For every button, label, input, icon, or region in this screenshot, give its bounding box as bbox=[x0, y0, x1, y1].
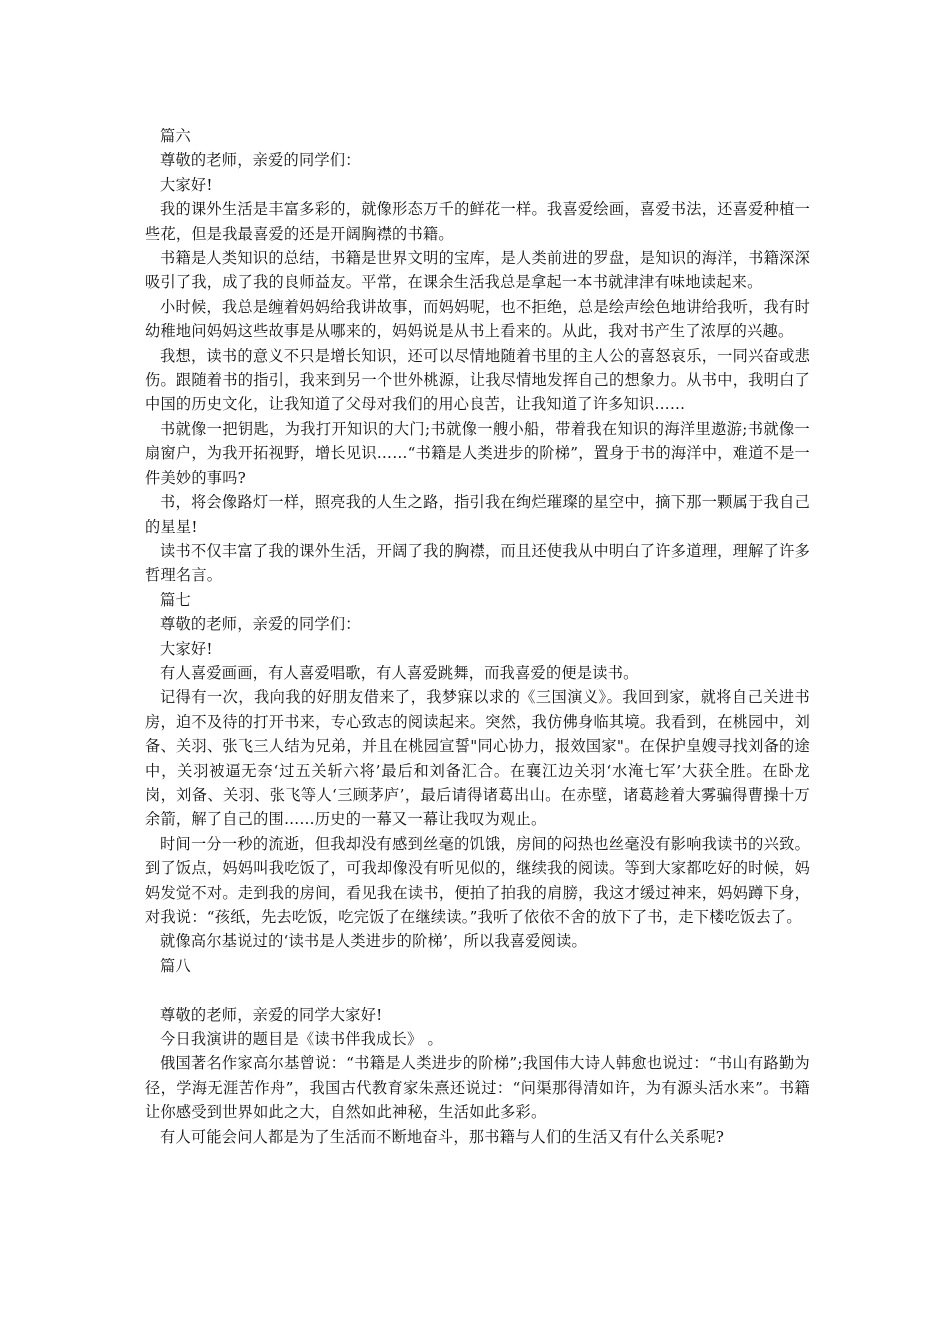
paragraph: 书就像一把钥匙，为我打开知识的大门;书就像一艘小船，带着我在知识的海洋里遨游;书就像一扇窗户，为我开拓视野，增长见识……“书籍是人类进步的阶梯”，置身于书的海洋中，难道不是一件美妙的事吗? bbox=[145, 419, 810, 487]
paragraph: 书，将会像路灯一样，照亮我的人生之路，指引我在绚烂璀璨的星空中，摘下那一颗属于我自己的星星! bbox=[145, 493, 810, 536]
paragraph: 记得有一次，我向我的好朋友借来了，我梦寐以求的《三国演义》。我回到家，就将自己关进书房，迫不及待的打开书来，专心致志的阅读起来。突然，我仿佛身临其境。我看到，在桃园中，刘备、关羽、张飞三人结为兄弟，并且在桃园宣誓"同心协力，报效国家"。在保护皇嫂寻找刘备的途中，关羽被逼无奈‘过五关斩六将’最后和刘备汇合。在襄江边关羽‘水淹七军’大获全胜。在卧龙岗，刘备、关羽、张飞等人‘三顾茅庐’，最后请得诸葛出山。在赤壁，诸葛趁着大雾骗得曹操十万余箭，解了自己的围……历史的一幕又一幕让我叹为观止。 bbox=[145, 688, 810, 829]
section-seven bbox=[145, 588, 810, 954]
greeting: 大家好! bbox=[160, 175, 213, 194]
paragraph: 书籍是人类知识的总结，书籍是世界文明的宝库，是人类前进的罗盘，是知识的海洋，书籍深深吸引了我，成了我的良师益友。平常，在课余生活我总是拿起一本书就津津有味地读起来。 bbox=[145, 249, 810, 292]
paragraph: 小时候，我总是缠着妈妈给我讲故事，而妈妈呢，也不拒绝，总是绘声绘色地讲给我听，我有时幼稚地问妈妈这些故事是从哪来的，妈妈说是从书上看来的。从此，我对书产生了浓厚的兴趣。 bbox=[145, 297, 810, 341]
section-six bbox=[145, 124, 810, 588]
paragraph: 今日我演讲的题目是《读书伴我成长》 。 bbox=[160, 1030, 443, 1049]
paragraph: 读书不仅丰富了我的课外生活，开阔了我的胸襟，而且还使我从中明白了许多道理，理解了许多哲理名言。 bbox=[145, 541, 810, 585]
section-heading: 篇七 bbox=[160, 590, 191, 609]
document-body bbox=[145, 124, 810, 1149]
paragraph: 我的课外生活是丰富多彩的，就像形态万千的鲜花一样。我喜爱绘画，喜爱书法，还喜爱种植一些花，但是我最喜爱的还是开阔胸襟的书籍。 bbox=[145, 200, 810, 243]
paragraph: 时间一分一秒的流逝，但我却没有感到丝毫的饥饿，房间的闷热也丝毫没有影响我读书的兴致。到了饭点，妈妈叫我吃饭了，可我却像没有听见似的，继续我的阅读。等到大家都吃好的时候，妈妈发觉不对。走到我的房间，看见我在读书，便拍了拍我的肩膀，我这才缓过神来，妈妈蹲下身，对我说：“孩纸，先去吃饭，吃完饭了在继续读。”我听了依依不舍的放下了书，走下楼吃饭去了。 bbox=[145, 834, 810, 926]
paragraph: 俄国著名作家高尔基曾说：“书籍是人类进步的阶梯”;我国伟大诗人韩愈也说过：“书山有路勤为径，学海无涯苦作舟”，我国古代教育家朱熹还说过：“问渠那得清如许，为有源头活水来”。书籍让你感受到世界如此之大，自然如此神秘，生活如此多彩。 bbox=[145, 1054, 810, 1122]
paragraph: 有人喜爱画画，有人喜爱唱歌，有人喜爱跳舞，而我喜爱的便是读书。 bbox=[160, 663, 639, 682]
section-heading: 篇八 bbox=[160, 956, 191, 975]
section-eight bbox=[145, 954, 810, 1149]
salutation: 尊敬的老师，亲爱的同学们： bbox=[160, 151, 361, 170]
paragraph: 我想，读书的意义不只是增长知识，还可以尽情地随着书里的主人公的喜怒哀乐，一同兴奋或悲伤。跟随着书的指引，我来到另一个世外桃源，让我尽情地发挥自己的想象力。从书中，我明白了中国的历史文化，让我知道了父母对我们的用心良苦，让我知道了许多知识…… bbox=[145, 346, 810, 414]
paragraph: 就像高尔基说过的‘读书是人类进步的阶梯’，所以我喜爱阅读。 bbox=[160, 932, 587, 951]
greeting: 大家好! bbox=[160, 639, 213, 658]
section-heading: 篇六 bbox=[160, 127, 191, 145]
blank-line bbox=[145, 978, 810, 1002]
paragraph: 有人可能会问人都是为了生活而不断地奋斗，那书籍与人们的生活又有什么关系呢? bbox=[160, 1127, 725, 1146]
salutation: 尊敬的老师，亲爱的同学们： bbox=[160, 615, 361, 634]
salutation: 尊敬的老师，亲爱的同学大家好! bbox=[160, 1005, 383, 1024]
